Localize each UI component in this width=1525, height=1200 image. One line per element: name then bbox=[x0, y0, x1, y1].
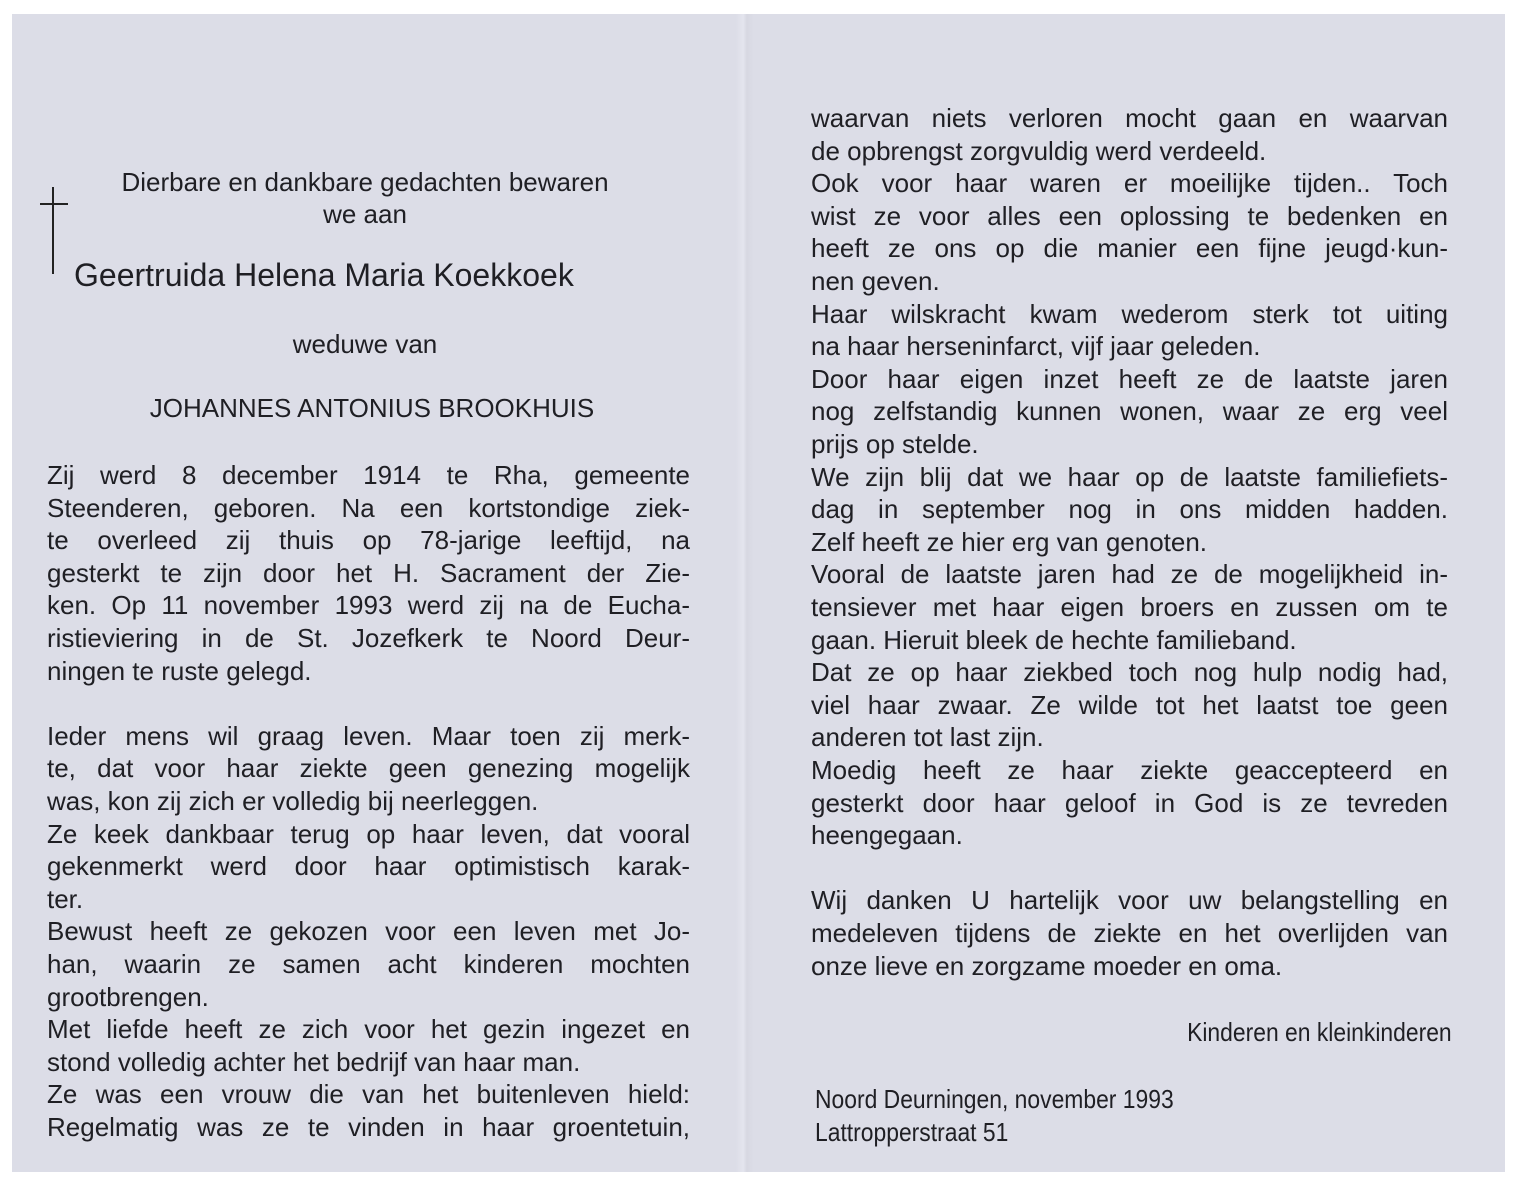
text-line: Door haar eigen inzet heeft ze de laatste jaren bbox=[811, 363, 1448, 394]
text-line: Haar wilskracht kwam wederom sterk tot uiting bbox=[811, 298, 1448, 329]
text-line: Ieder mens wil graag leven. Maar toen zij merk- bbox=[47, 720, 690, 751]
text-line: We zijn blij dat we haar op de laatste familiefiets- bbox=[811, 461, 1448, 492]
text-line: Vooral de laatste jaren had ze de mogelijkheid in- bbox=[811, 559, 1448, 590]
text-line: wist ze voor alles een oplossing te bedenken en bbox=[811, 200, 1448, 231]
text-line: dag in september nog in ons midden hadden. bbox=[811, 494, 1448, 525]
text-line: na haar herseninfarct, vijf jaar geleden. bbox=[811, 331, 1261, 362]
text-line: Moedig heeft ze haar ziekte geaccepteerd en bbox=[811, 755, 1448, 785]
text-line: nog zelfstandig kunnen wonen, waar ze erg veel bbox=[811, 396, 1448, 427]
text-line: ristieviering in de St. Jozefkerk te Noord Deur- bbox=[47, 623, 690, 653]
text-line: Ze keek dankbaar terug op haar leven, dat vooral bbox=[47, 818, 690, 849]
text-line: Regelmatig was ze te vinden in haar groentetuin, bbox=[47, 1112, 690, 1142]
cross-icon bbox=[52, 187, 54, 274]
text-line: Zelf heeft ze hier erg van genoten. bbox=[811, 526, 1208, 557]
text-line: grootbrengen. bbox=[47, 981, 209, 1012]
text-line: nen geven. bbox=[811, 266, 940, 296]
husband-name: JOHANNES ANTONIUS BROOKHUIS bbox=[149, 393, 595, 423]
text-line: gesterkt te zijn door het H. Sacrament der Zie- bbox=[47, 557, 690, 588]
text-line: Dat ze op haar ziekbed toch nog hulp nodig had, bbox=[811, 657, 1448, 688]
text-line: viel haar zwaar. Ze wilde tot het laatst toe geen bbox=[811, 689, 1448, 720]
text-line: gaan. Hieruit bleek de hechte familieband. bbox=[811, 624, 1297, 655]
text-line: Zij werd 8 december 1914 te Rha, gemeente bbox=[47, 460, 690, 490]
text-line: onze lieve en zorgzame moeder en oma. bbox=[811, 950, 1283, 981]
text-line: gekenmerkt werd door haar optimistisch karak- bbox=[47, 851, 690, 882]
text-line: Ook voor haar waren er moeilijke tijden.. Toch bbox=[811, 168, 1448, 199]
text-line: stond volledig achter het bedrijf van haar man. bbox=[47, 1046, 581, 1077]
text-line: te overleed zij thuis op 78-jarige leeftijd, na bbox=[47, 525, 690, 556]
widow-of: weduwe van bbox=[292, 329, 438, 359]
text-line: Bewust heeft ze gekozen voor een leven met Jo- bbox=[47, 916, 690, 947]
text-line: was, kon zij zich er volledig bij neerleggen. bbox=[47, 786, 539, 816]
place-date: Noord Deurningen, november 1993 bbox=[815, 1084, 1174, 1114]
card-fold bbox=[736, 14, 754, 1172]
intro-line-2: we aan bbox=[323, 199, 407, 229]
text-line: Ze was een vrouw die van het buitenleven hield: bbox=[47, 1079, 690, 1110]
text-line: ningen te ruste gelegd. bbox=[47, 655, 312, 686]
text-line: han, waarin ze samen acht kinderen mochten bbox=[47, 949, 690, 979]
text-line: anderen tot last zijn. bbox=[811, 722, 1044, 753]
text-line: heengegaan. bbox=[811, 820, 963, 851]
text-line: de opbrengst zorgvuldig werd verdeeld. bbox=[811, 135, 1267, 166]
text-line: ken. Op 11 november 1993 werd zij na de Eucha- bbox=[47, 590, 690, 621]
text-line: Met liefde heeft ze zich voor het gezin ingezet en bbox=[47, 1014, 690, 1045]
text-line: te, dat voor haar ziekte geen genezing mogelijk bbox=[47, 753, 690, 784]
text-line: ter. bbox=[47, 883, 84, 914]
intro-line-1: Dierbare en dankbare gedachten bewaren bbox=[121, 167, 609, 197]
signature bbox=[1151, 1017, 1452, 1047]
text-line: tensiever met haar eigen broers en zussen om te bbox=[811, 592, 1448, 622]
text-line: gesterkt door haar geloof in God is ze tevreden bbox=[811, 787, 1448, 818]
text-line: medeleven tijdens de ziekte en het overlijden van bbox=[811, 918, 1448, 948]
text-line: Wij danken U hartelijk voor uw belangstelling en bbox=[811, 885, 1448, 916]
deceased-name: Geertruida Helena Maria Koekkoek bbox=[74, 257, 574, 293]
text-line: prijs op stelde. bbox=[811, 429, 979, 459]
text-line: Steenderen, geboren. Na een kortstondige ziek- bbox=[47, 492, 690, 523]
text-line: heeft ze ons op die manier een fijne jeugd·kun- bbox=[811, 233, 1448, 264]
signature-text: Kinderen en kleinkinderen bbox=[1187, 1017, 1452, 1047]
address: Lattropperstraat 51 bbox=[815, 1117, 1009, 1147]
text-line: waarvan niets verloren mocht gaan en waarvan bbox=[811, 103, 1448, 133]
